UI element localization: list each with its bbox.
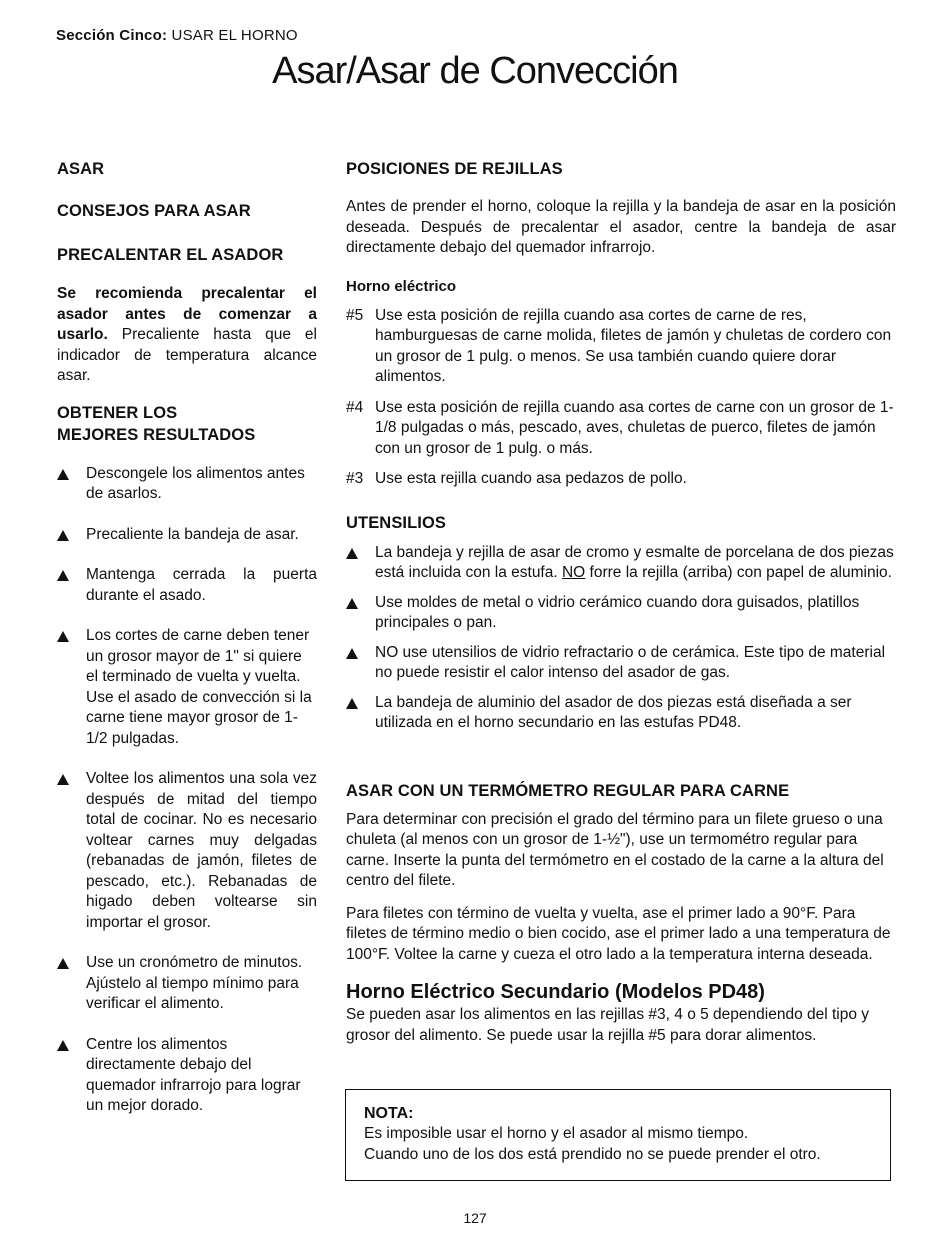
triangle-bullet-icon	[57, 1040, 69, 1051]
posiciones-paragraph: Antes de prender el horno, coloque la rejilla y la bandeja de asar en la posición deseada. Después de precalentar el asador, centre la bandeja de asar directamente debajo del quemador infrarrojo.	[346, 198, 896, 256]
left-column	[57, 158, 317, 1137]
note-box	[345, 1089, 891, 1181]
page-title: Asar/Asar de Convección	[272, 50, 678, 92]
list-item: Mantenga cerrada la puerta durante el asado.	[57, 565, 317, 606]
list-item: Descongele los alimentos antes de asarlos.	[57, 464, 317, 505]
heading-horno-secundario: Horno Eléctrico Secundario (Modelos PD48)	[346, 981, 765, 1003]
list-item: #5 Use esta posición de rejilla cuando asa cortes de carne de res, hamburguesas de carne molida, filetes de jamón y chuletas de cordero con un grosor de 1 pulg. o menos. Se usa también cuando quiere dorar alimentos.	[346, 306, 892, 385]
list-item: La bandeja de aluminio del asador de dos piezas está diseñada a ser utilizada en el horno secundario en las estufas PD48.	[346, 693, 896, 734]
triangle-bullet-icon	[346, 698, 358, 709]
triangle-bullet-icon	[57, 530, 69, 541]
heading-utensilios: UTENSILIOS	[346, 513, 447, 532]
note-line-1: Es imposible usar el horno y el asador al mismo tiempo.	[364, 1125, 749, 1142]
heading-precalentar: PRECALENTAR EL ASADOR	[57, 246, 284, 264]
heading-termometro: ASAR CON UN TERMÓMETRO REGULAR PARA CARNE	[346, 781, 790, 800]
triangle-bullet-icon	[57, 774, 69, 785]
list-item: #3 Use esta rejilla cuando asa pedazos de pollo.	[346, 469, 896, 490]
rack-number: #4	[346, 398, 364, 416]
triangle-bullet-icon	[57, 469, 69, 480]
preheat-paragraph	[57, 284, 317, 387]
list-item: Use un cronómetro de minutos. Ajústelo al tiempo mínimo para verificar el alimento.	[57, 953, 317, 1015]
rack-number: #3	[346, 470, 364, 487]
note-line-2: Cuando uno de los dos está prendido no se puede prender el otro.	[364, 1145, 821, 1163]
best-results-list	[57, 464, 317, 1117]
section-label-bold: Sección Cinco:	[56, 27, 168, 44]
list-item: Voltee los alimentos una sola vez después de mitad del tiempo total de cocinar. No es necesario voltear carnes muy delgadas (rebanadas de jamón, filetes de pescado, etc.). Rebanadas de higado deben voltearse sin importar el grosor.	[57, 769, 317, 933]
heading-consejos: CONSEJOS PARA ASAR	[57, 202, 251, 220]
horno-electrico-subheading: Horno eléctrico	[346, 277, 457, 295]
preheat-text: Precaliente hasta que el indicador de temperatura alcance asar.	[57, 326, 317, 384]
section-label-text: USAR EL HORNO	[171, 27, 298, 44]
triangle-bullet-icon	[346, 548, 358, 559]
page-number: 127	[463, 1210, 487, 1226]
triangle-bullet-icon	[57, 570, 69, 581]
list-item: Centre los alimentos directamente debajo del quemador infrarrojo para lograr un mejor dorado.	[57, 1035, 317, 1117]
heading-posiciones: POSICIONES DE REJILLAS	[346, 160, 563, 178]
rack-positions-list	[346, 306, 896, 490]
heading-asar: ASAR	[57, 160, 105, 178]
preheat-bold: Se recomienda precalentar el asador antes de comenzar a usarlo.	[57, 285, 317, 343]
heading-obtener	[57, 402, 317, 446]
right-column	[346, 158, 896, 1046]
triangle-bullet-icon	[57, 631, 69, 642]
list-item: #4 Use esta posición de rejilla cuando asa cortes de carne con un grosor de 1-1/8 pulgadas o más, pescado, aves, chuletas de puerco, filetes de jamón con un grosor de 1 pulg. o más.	[346, 398, 894, 457]
note-title: NOTA:	[364, 1105, 414, 1122]
termometro-paragraph-2: Para filetes con término de vuelta y vuelta, ase el primer lado a 90°F. Para filetes de término medio o bien cocido, ase el primer lado a una temperatura de 100°F. Voltee la carne y cueza el otro lado a la temperatura interna deseada.	[346, 904, 891, 963]
heading-obtener-line2: MEJORES RESULTADOS	[57, 425, 256, 444]
no-underlined: NO	[561, 564, 586, 581]
triangle-bullet-icon	[346, 598, 358, 609]
secundario-paragraph: Se pueden asar los alimentos en las rejillas #3, 4 o 5 dependiendo del tipo y grosor del alimento. Se puede usar la rejilla #5 para dorar alimentos.	[346, 1006, 870, 1044]
triangle-bullet-icon	[346, 648, 358, 659]
heading-obtener-line1: OBTENER LOS	[57, 403, 178, 422]
rack-number: #5	[346, 306, 364, 324]
list-item: La bandeja y rejilla de asar de cromo y esmalte de porcelana de dos piezas está incluida con la estufa. NO forre la rejilla (arriba) con papel de aluminio.	[346, 543, 896, 584]
utensils-list	[346, 543, 896, 734]
list-item: Use moldes de metal o vidrio cerámico cuando dora guisados, platillos principales o pan.	[346, 593, 896, 634]
list-item: NO use utensilios de vidrio refractario o de cerámica. Este tipo de material no puede resistir el calor intenso del asador de gas.	[346, 643, 896, 684]
list-item: Los cortes de carne deben tener un grosor mayor de 1" si quiere el terminado de vuelta y vuelta. Use el asado de convección si la carne tiene mayor grosor de 1-1/2 pulgadas.	[57, 626, 317, 749]
termometro-paragraph-1: Para determinar con precisión el grado del término para un filete grueso o una chuleta (al menos con un grosor de 1-½"), use un termométro regular para carne. Inserte la punta del termómetro en el costado de la carne a la altura del centro del filete.	[346, 810, 884, 889]
section-label	[56, 27, 298, 44]
triangle-bullet-icon	[57, 958, 69, 969]
list-item: Precaliente la bandeja de asar.	[57, 525, 317, 546]
